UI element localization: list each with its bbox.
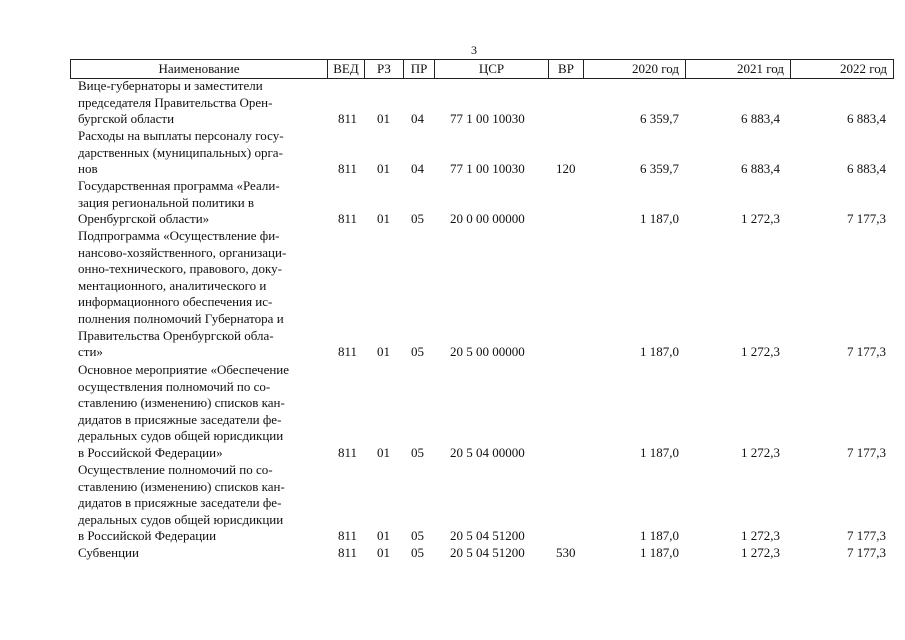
row-name: Государственная программа «Реали- зация региональной политики в Оренбургской области» — [78, 178, 280, 227]
header-ved: ВЕД — [333, 61, 359, 76]
row-2021: 1 272,3 — [741, 445, 780, 460]
row-2022: 6 883,4 — [847, 111, 886, 127]
row-csr: 20 5 00 00000 — [450, 344, 525, 360]
row-2021: 1 272,3 — [741, 528, 780, 544]
row-name: Основное мероприятие «Обеспечение осуществления полномочий по со- ставлению (изменению) списков кан- дидатов в присяжные заседатели фе- деральных судов общей юрисдикции в Российской Федерации» — [78, 362, 290, 460]
row-vr: 120 — [556, 161, 576, 177]
row-pr: 05 — [411, 545, 424, 560]
row-pr: 04 — [411, 111, 424, 127]
row-csr: 77 1 00 10030 — [450, 111, 525, 127]
row-2021: 1 272,3 — [741, 344, 780, 360]
row-2021: 1 272,3 — [741, 211, 780, 227]
row-rz: 01 — [377, 211, 390, 227]
row-rz: 01 — [377, 161, 390, 177]
row-2020: 6 359,7 — [640, 161, 679, 177]
row-2020: 1 187,0 — [640, 211, 679, 227]
header-2021: 2021 год — [737, 61, 784, 76]
row-ved: 811 — [338, 344, 358, 360]
row-csr: 20 5 04 51200 — [450, 528, 525, 544]
row-rz: 01 — [377, 111, 390, 127]
row-2022: 6 883,4 — [847, 161, 886, 177]
row-pr: 05 — [411, 211, 424, 227]
row-ved: 811 — [338, 111, 358, 127]
row-csr: 20 5 04 51200 — [450, 545, 525, 560]
row-pr: 05 — [411, 445, 424, 460]
row-2022: 7 177,3 — [847, 344, 886, 360]
row-2020: 1 187,0 — [640, 344, 679, 360]
row-name: Осуществление полномочий по со- ставлению (изменению) списков кан- дидатов в присяжные заседатели фе- деральных судов общей юрисдикции в Российской Федерации — [78, 462, 285, 544]
row-pr: 05 — [411, 344, 424, 360]
row-ved: 811 — [338, 545, 358, 560]
table-header — [70, 59, 894, 79]
row-pr: 04 — [411, 161, 424, 177]
row-rz: 01 — [377, 445, 390, 460]
row-pr: 05 — [411, 528, 424, 544]
row-ved: 811 — [338, 445, 358, 460]
row-rz: 01 — [377, 528, 390, 544]
row-2020: 6 359,7 — [640, 111, 679, 127]
row-ved: 811 — [338, 528, 358, 544]
row-2020: 1 187,0 — [640, 545, 679, 560]
row-name: Вице-губернаторы и заместители председателя Правительства Орен- бургской области — [78, 78, 273, 127]
row-name: Субвенции — [78, 545, 139, 560]
header-2020: 2020 год — [632, 61, 679, 76]
row-2020: 1 187,0 — [640, 445, 679, 460]
row-csr: 20 0 00 00000 — [450, 211, 525, 227]
row-2022: 7 177,3 — [847, 545, 886, 560]
page-number: 3 — [471, 43, 477, 57]
header-vr: ВР — [558, 61, 574, 76]
row-name: Подпрограмма «Осуществление фи- нансово-хозяйственного, организаци- онно-технического, правового, доку- ментационного, аналитического и информационного обеспечения ис- полнения полномочий Губернатора и Правительства Оренбургской обла- сти» — [78, 228, 287, 360]
header-2022: 2022 год — [840, 61, 887, 76]
row-2022: 7 177,3 — [847, 445, 886, 460]
header-rz: РЗ — [377, 61, 391, 76]
row-2021: 1 272,3 — [741, 545, 780, 560]
header-csr: ЦСР — [478, 61, 505, 76]
row-name: Расходы на выплаты персоналу госу- дарственных (муниципальных) орга- нов — [78, 128, 284, 177]
row-2022: 7 177,3 — [847, 528, 886, 544]
header-pr: ПР — [410, 61, 428, 76]
row-ved: 811 — [338, 161, 358, 177]
header-name: Наименование — [158, 61, 240, 76]
row-rz: 01 — [377, 344, 390, 360]
row-2021: 6 883,4 — [741, 161, 780, 177]
row-2021: 6 883,4 — [741, 111, 780, 127]
row-ved: 811 — [338, 211, 358, 227]
row-2020: 1 187,0 — [640, 528, 679, 544]
row-csr: 20 5 04 00000 — [450, 445, 525, 460]
row-csr: 77 1 00 10030 — [450, 161, 525, 177]
row-2022: 7 177,3 — [847, 211, 886, 227]
row-vr: 530 — [556, 545, 576, 560]
row-rz: 01 — [377, 545, 390, 560]
